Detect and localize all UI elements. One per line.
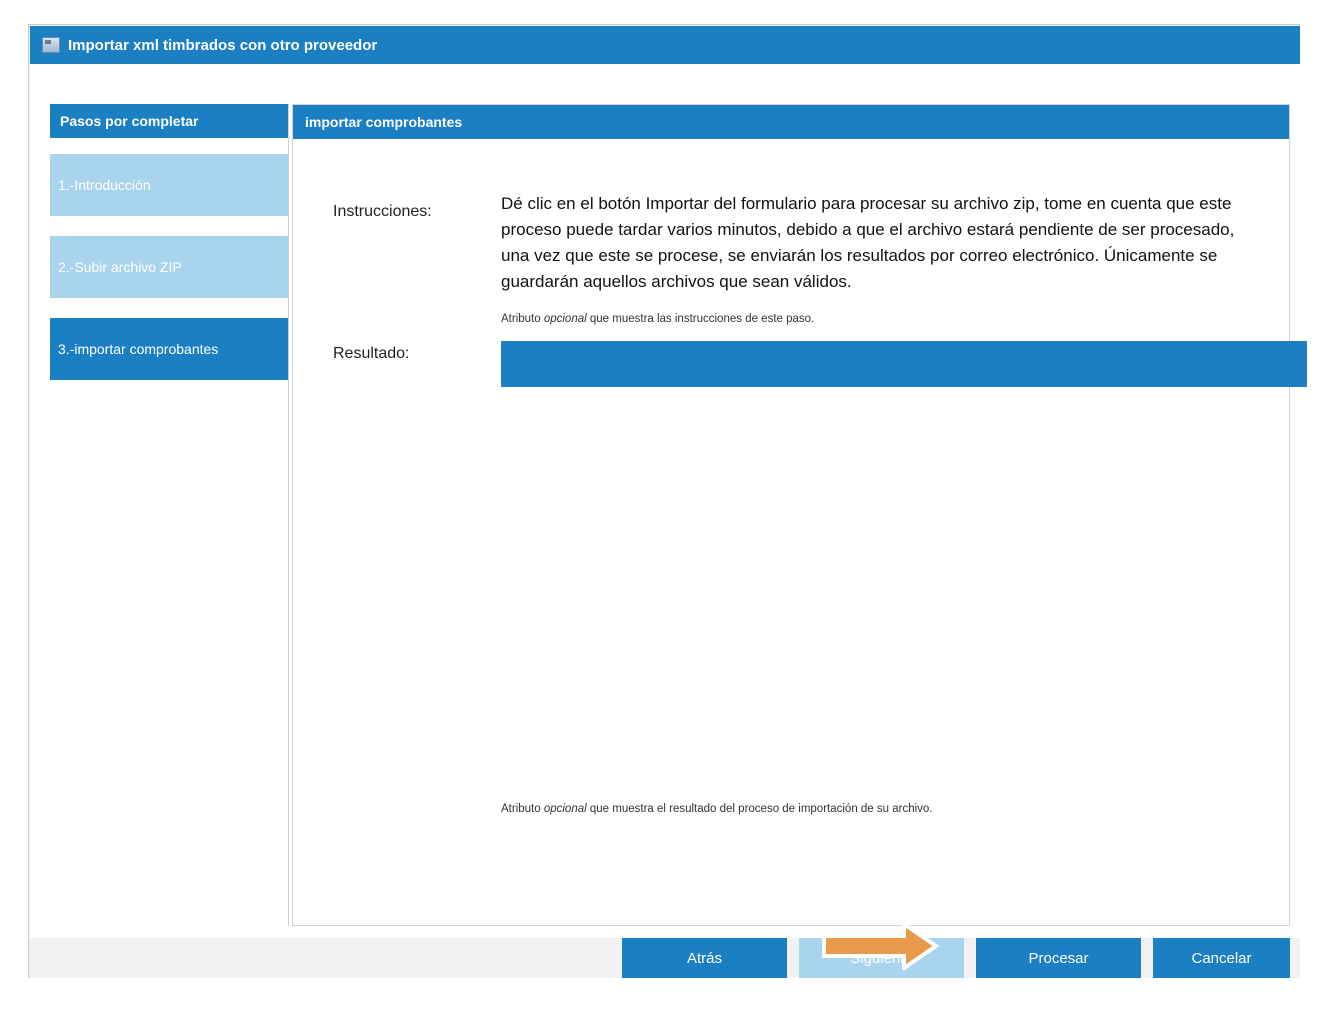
- steps-sidebar: [40, 104, 289, 926]
- sidebar-item-label: 1.-Introducción: [58, 177, 151, 193]
- import-dialog-window: [28, 24, 1300, 978]
- window-icon: [42, 37, 60, 53]
- content-panel: [292, 104, 1290, 926]
- dialog-footer: [30, 938, 1300, 978]
- panel-header: importar comprobantes: [293, 105, 1289, 139]
- result-label: Resultado:: [333, 345, 410, 362]
- instructions-hint: Atributo opcional que muestra las instrucciones de este paso.: [501, 313, 815, 325]
- cancel-button[interactable]: Cancelar: [1153, 938, 1290, 978]
- instructions-text: Dé clic en el botón Importar del formulario para procesar su archivo zip, tome en cuenta que este proceso puede tardar varios minutos, debido a que el archivo estará pendiente de ser procesado, una vez que este se procese, se enviarán los resultados por correo electrónico. Únicamente se guardarán aquellos archivos que sean válidos.: [501, 194, 1235, 291]
- steps-header: Pasos por completar: [50, 104, 288, 138]
- result-hint: Atributo opcional que muestra el resultado del proceso de importación de su archivo.: [501, 803, 933, 815]
- back-button[interactable]: Atrás: [622, 938, 787, 978]
- window-title: Importar xml timbrados con otro proveedor: [68, 36, 378, 54]
- sidebar-item-importar-comprobantes[interactable]: [50, 318, 288, 380]
- sidebar-item-subir-archivo-zip[interactable]: [50, 236, 288, 298]
- sidebar-item-introduccion[interactable]: [50, 154, 288, 216]
- cursor-arrow-icon: [822, 922, 940, 970]
- result-box[interactable]: [501, 341, 1307, 387]
- process-button[interactable]: Procesar: [976, 938, 1141, 978]
- dialog-body: [30, 64, 1300, 938]
- window-titlebar: [30, 26, 1300, 64]
- sidebar-item-label: 3.-importar comprobantes: [58, 341, 219, 357]
- sidebar-item-label: 2.-Subir archivo ZIP: [58, 259, 182, 275]
- instructions-label: Instrucciones:: [333, 203, 432, 220]
